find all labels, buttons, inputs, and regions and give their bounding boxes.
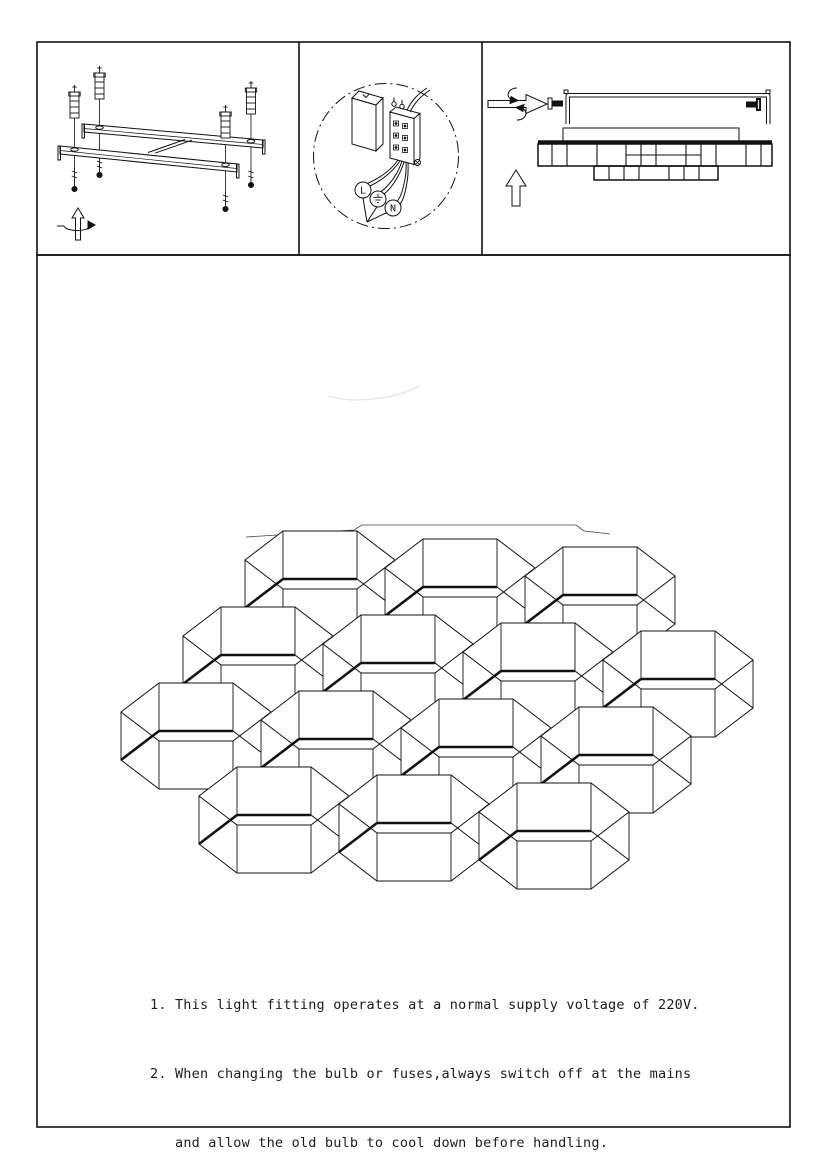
- screw-rotation-icon: [57, 208, 95, 240]
- side-screw-right: [746, 98, 761, 111]
- fixture-side-profile: [538, 128, 772, 180]
- up-arrow-icon: [506, 170, 526, 206]
- rotation-direction-icon: [488, 88, 547, 120]
- earth-wire-badge: [370, 191, 386, 207]
- honeycomb-lamp-illustration: [121, 531, 753, 889]
- bracket-bar-rear: [82, 124, 265, 154]
- instruction-item-1: 1. This light fitting operates at a normal supply voltage of 220V.: [150, 997, 700, 1013]
- instruction-item-3: and allow the old bulb to cool down before handling.: [175, 1135, 609, 1151]
- side-screw-left: [548, 98, 563, 109]
- bracket-bar-front: [58, 146, 239, 178]
- fixture-mounting-diagram: [488, 88, 772, 206]
- live-wire-label: L: [359, 185, 367, 197]
- terminal-block: [390, 98, 421, 166]
- mounting-bracket-bar: [564, 90, 770, 124]
- faint-cable-sketch: [328, 386, 420, 400]
- wiring-detail-diagram: [314, 84, 459, 229]
- terminal-cover: [352, 91, 383, 151]
- instructions-list: [150, 948, 700, 1169]
- bracket-mounting-diagram: [57, 66, 265, 240]
- neutral-wire-label: N: [389, 203, 397, 215]
- instruction-item-2: 2. When changing the bulb or fuses,always switch off at the mains: [150, 1066, 692, 1082]
